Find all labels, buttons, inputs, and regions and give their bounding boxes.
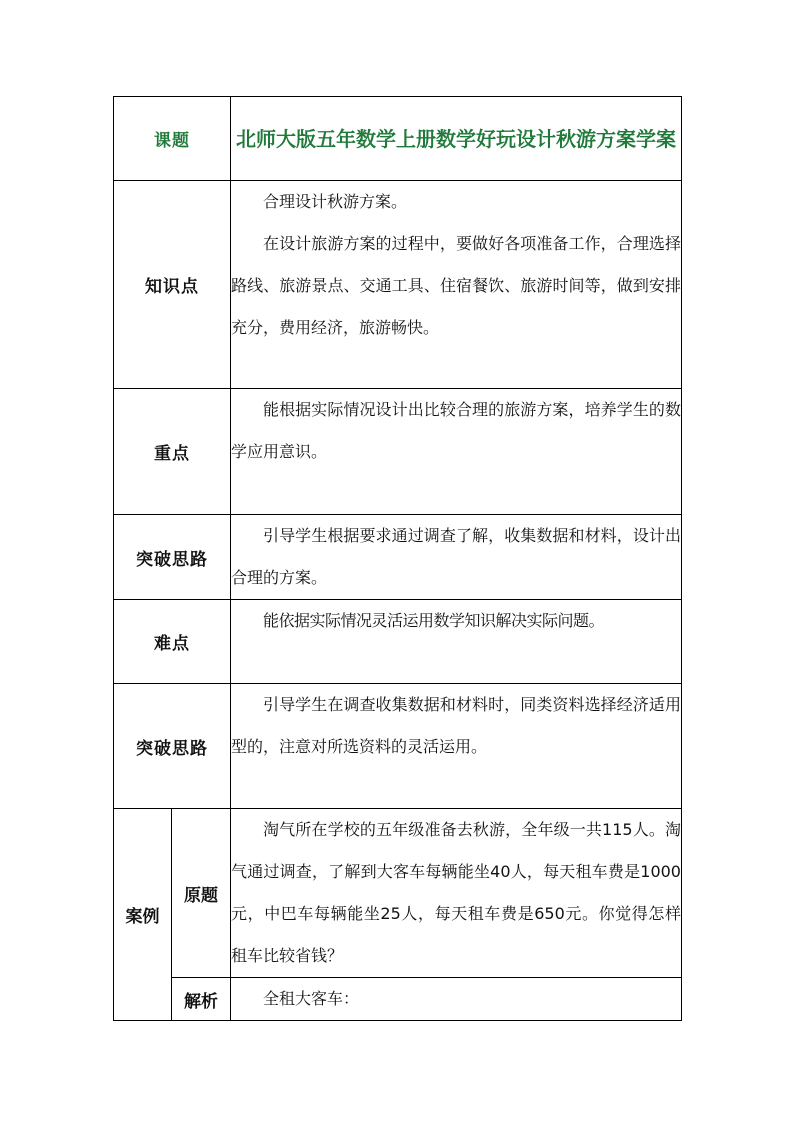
knowledge-content: [231, 181, 682, 389]
breakthrough-label-1: 突破思路: [114, 515, 231, 600]
problem-label: 原题: [172, 809, 231, 978]
breakthrough-label-2: 突破思路: [114, 684, 231, 809]
breakthrough-content-1: [231, 515, 682, 600]
breakthrough-row-2: [114, 684, 682, 809]
breakthrough-content-2: [231, 684, 682, 809]
problem-content: [231, 809, 682, 978]
topic-row: [114, 97, 682, 181]
analysis-label: 解析: [172, 978, 231, 1021]
difficulty-label: 难点: [114, 600, 231, 684]
breakthrough-row-1: [114, 515, 682, 600]
difficulty-content: [231, 600, 682, 684]
key-point-text: 能根据实际情况设计出比较合理的旅游方案，培养学生的数学应用意识。: [231, 400, 681, 461]
lesson-plan-table: [113, 96, 682, 1021]
key-point-label: 重点: [114, 389, 231, 515]
case-label: 案例: [114, 809, 172, 1021]
topic-label: 课题: [114, 97, 231, 181]
knowledge-row: [114, 181, 682, 389]
analysis-text: 全租大客车：: [263, 989, 360, 1008]
knowledge-paragraph-2: 在设计旅游方案的过程中，要做好各项准备工作，合理选择路线、旅游景点、交通工具、住宿餐饮、旅游时间等，做到安排充分，费用经济，旅游畅快。: [231, 234, 681, 337]
problem-text: 淘气所在学校的五年级准备去秋游，全年级一共115人。淘气通过调查，了解到大客车每辆能坐40人，每天租车费是1000元，中巴车每辆能坐25人，每天租车费是650元。你觉得怎样租车比较省钱？: [231, 820, 681, 965]
analysis-content: [231, 978, 682, 1021]
knowledge-paragraph-1: 合理设计秋游方案。: [263, 192, 408, 211]
case-analysis-row: [114, 978, 682, 1021]
breakthrough-text-1: 引导学生根据要求通过调查了解，收集数据和材料，设计出合理的方案。: [231, 526, 681, 587]
breakthrough-text-2: 引导学生在调查收集数据和材料时，同类资料选择经济适用型的，注意对所选资料的灵活运用。: [231, 695, 681, 756]
key-point-row: [114, 389, 682, 515]
document-title: 北师大版五年数学上册数学好玩设计秋游方案学案: [231, 97, 682, 181]
key-point-content: [231, 389, 682, 515]
knowledge-label: 知识点: [114, 181, 231, 389]
difficulty-row: [114, 600, 682, 684]
difficulty-text: 能依据实际情况灵活运用数学知识解决实际问题。: [263, 611, 605, 630]
case-problem-row: [114, 809, 682, 978]
